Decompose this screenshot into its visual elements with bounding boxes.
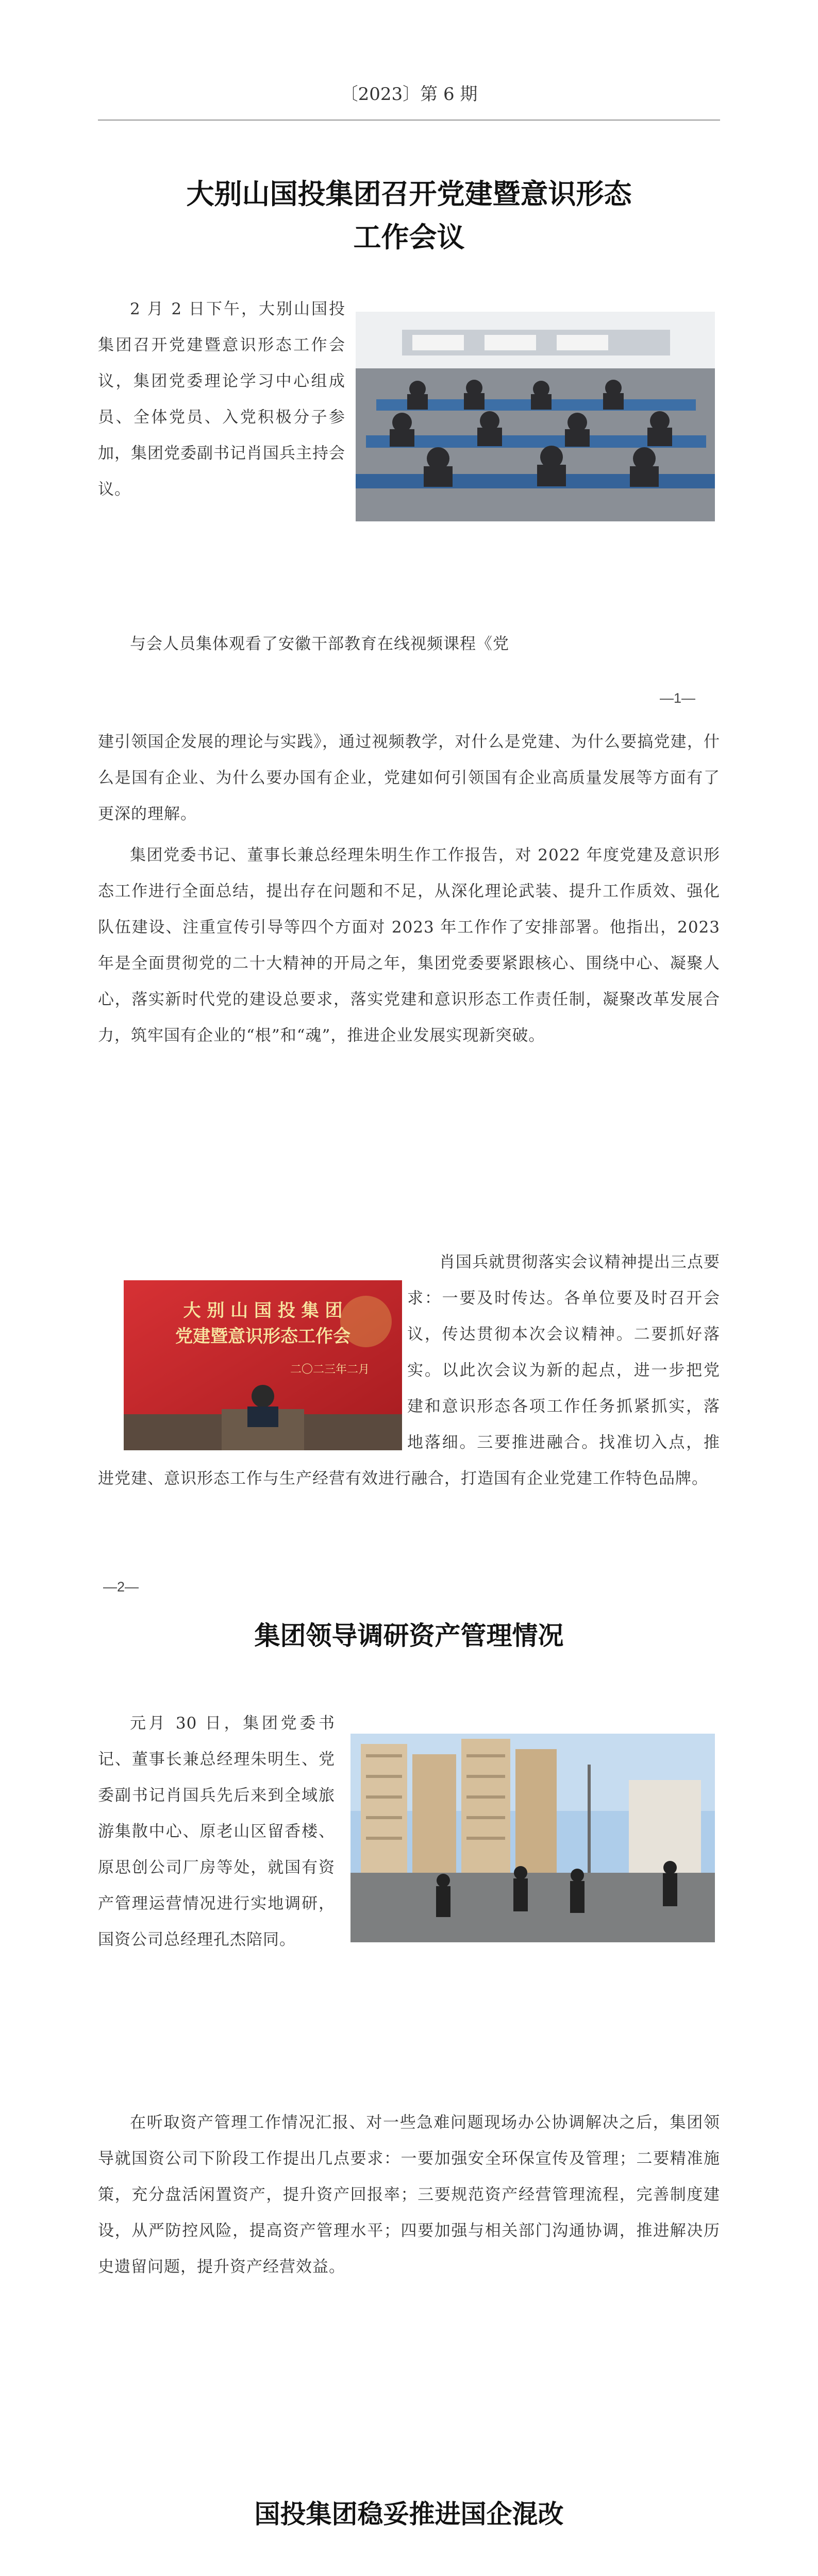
- article1-para2-part2: 建引领国企发展的理论与实践》，通过视频教学，对什么是党建、为什么要搞党建，什么是国有企业、为什么要办国有企业，党建如何引领国有企业高质量发展等方面有了更深的理解。: [98, 733, 720, 823]
- header-divider: [98, 120, 720, 121]
- issue-number: 〔2023〕第 6 期: [340, 84, 478, 105]
- site-visit-photo: [350, 1734, 715, 1942]
- article1-title-line1: 大别山国投集团召开党建暨意识形态: [186, 178, 632, 210]
- page-number-2: —2—: [103, 1579, 139, 1595]
- article1-para4: [98, 1244, 720, 1497]
- article2-intro: 元月 30 日，集团党委书记、董事长兼总经理朱明生、党委副书记肖国兵先后来到全域旅游集散中心、原老山区留香楼、原思创公司厂房等处，就国有资产管理运营情况进行实地调研，国资公司总经理孔杰陪同。: [98, 1714, 335, 1949]
- article1-para4-text: 肖国兵就贯彻落实会议精神提出三点要求：一要及时传达。各单位要及时召开会议，传达贯彻本次会议精神。二要抓好落实。以此次会议为新的起点，进一步把党建和意识形态各项工作任务抓紧抓实，落地落细。三要推进融合。找准切入点，推进党建、意识形态工作与生产经营有效进行融合，打造国有企业党建工作特色品牌。: [98, 1253, 720, 1488]
- article2-title: 集团领导调研资产管理情况: [254, 1621, 564, 1651]
- article2-para2: 在听取资产管理工作情况汇报、对一些急难问题现场办公协调解决之后，集团领导就国资公司下阶段工作提出几点要求：一要加强安全环保宣传及管理；二要精准施策，充分盘活闲置资产，提升资产回报率；三要规范资产经营管理流程，完善制度建设，从严防控风险，提高资产管理水平；四要加强与相关部门沟通协调，推进解决历史遗留问题，提升资产经营效益。: [98, 2113, 720, 2276]
- meeting-room-image: [356, 312, 715, 521]
- banner-title-2: 党建暨意识形态工作会: [175, 1326, 350, 1347]
- meeting-photo: [356, 312, 715, 521]
- article1-title: [98, 173, 720, 259]
- banner-date: 二〇二三年二月: [290, 1363, 370, 1376]
- photo-spacer: [98, 1244, 407, 1461]
- article3-title: 国投集团稳妥推进国企混改: [254, 2499, 564, 2529]
- article1-title-line2: 工作会议: [353, 221, 465, 253]
- banner-title-1: 大 别 山 国 投 集 团: [183, 1300, 343, 1321]
- site-visit-image: [350, 1734, 715, 1942]
- article1-para2-part1: 与会人员集体观看了安徽干部教育在线视频课程《党: [130, 635, 509, 653]
- article1-intro: 2 月 2 日下午，大别山国投集团召开党建暨意识形态工作会议，集团党委理论学习中心组成员、全体党员、入党积极分子参加，集团党委副书记肖国兵主持会议。: [98, 300, 345, 499]
- article1-para3: 集团党委书记、董事长兼总经理朱明生作工作报告，对 2022 年度党建及意识形态工作进行全面总结，提出存在问题和不足，从深化理论武装、提升工作质效、强化队伍建设、注重宣传引导等四个方面对 2023 年工作作了安排部署。他指出，2023 年是全面贯彻党的二十大精神的开局之年，集团党委要紧跟核心、围绕中心、凝聚人心，落实新时代党的建设总要求，落实党建和意识形态工作责任制，凝聚改革发展合力，筑牢国有企业的“根”和“魂”，推进企业发展实现新突破。: [98, 846, 720, 1045]
- page-number-1: —1—: [660, 690, 696, 706]
